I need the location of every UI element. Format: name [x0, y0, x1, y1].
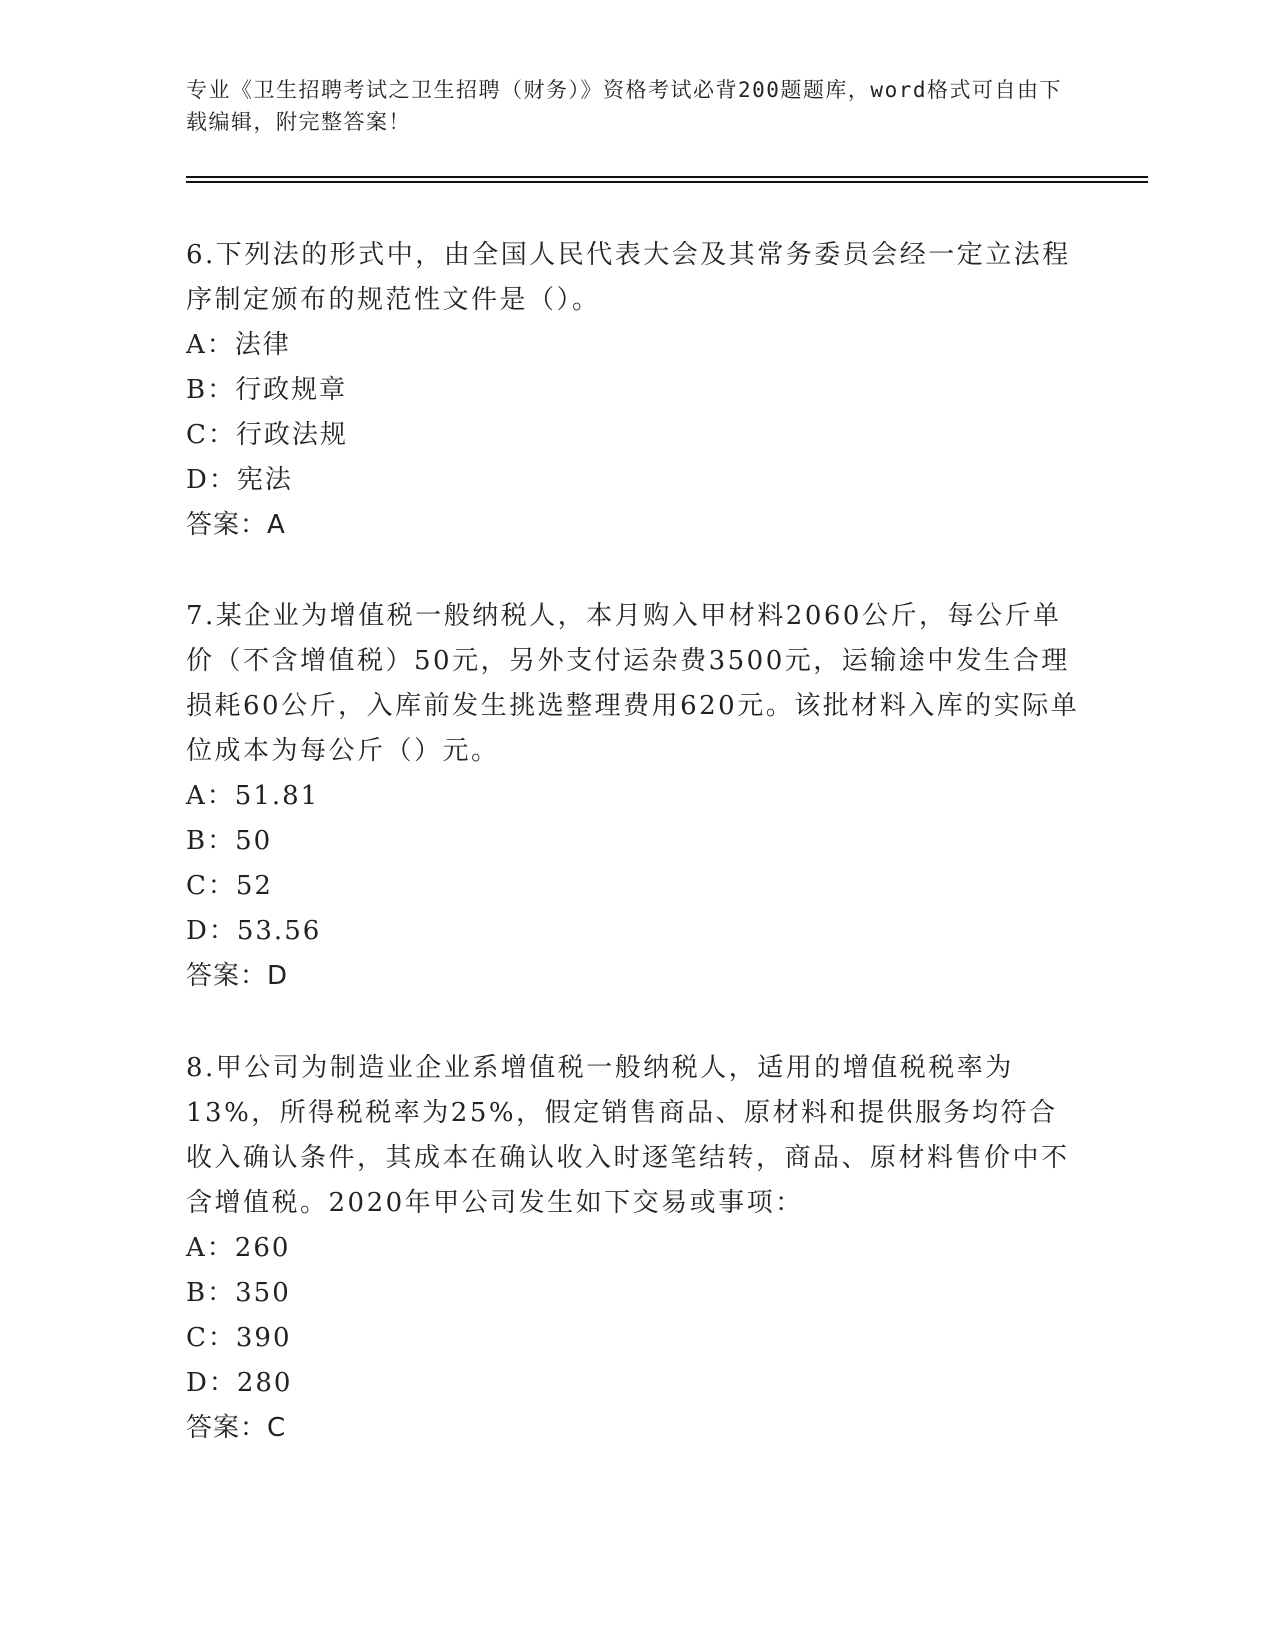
header-divider-bottom: [186, 181, 1148, 183]
question-text: 7.某企业为增值税一般纳税人，本月购入甲材料2060公斤，每公斤单价（不含增值税）50元，另外支付运杂费3500元，运输途中发生合理损耗60公斤，入库前发生挑选整理费用620元。该批材料入库的实际单位成本为每公斤（）元。: [186, 601, 1080, 766]
option-c: C：52: [186, 871, 273, 901]
document-header: 专业《卫生招聘考试之卫生招聘（财务）》资格考试必背200题题库，word格式可自由下载编辑，附完整答案！: [186, 78, 1062, 134]
option-c: C：行政法规: [186, 420, 348, 450]
option-d: D：53.56: [186, 916, 322, 946]
question-8: [186, 1046, 1086, 1451]
header-divider-top: [186, 176, 1148, 178]
option-a: A：260: [186, 1233, 291, 1263]
answer: 答案：A: [186, 510, 286, 540]
question-text: 8.甲公司为制造业企业系增值税一般纳税人，适用的增值税税率为13%，所得税税率为25%，假定销售商品、原材料和提供服务均符合收入确认条件，其成本在确认收入时逐笔结转，商品、原材料售价中不含增值税。2020年甲公司发生如下交易或事项：: [186, 1053, 1070, 1218]
question-6: [186, 233, 1086, 548]
answer: 答案：D: [186, 961, 289, 991]
option-b: B：行政规章: [186, 375, 348, 405]
option-a: A：法律: [186, 330, 291, 360]
option-b: B：50: [186, 826, 273, 856]
option-d: D：宪法: [186, 465, 293, 495]
option-a: A：51.81: [186, 781, 320, 811]
question-text: 6.下列法的形式中，由全国人民代表大会及其常务委员会经一定立法程序制定颁布的规范性文件是（）。: [186, 240, 1071, 315]
option-d: D：280: [186, 1368, 293, 1398]
question-7: [186, 594, 1086, 999]
option-b: B：350: [186, 1278, 291, 1308]
option-c: C：390: [186, 1323, 292, 1353]
answer: 答案：C: [186, 1413, 287, 1443]
